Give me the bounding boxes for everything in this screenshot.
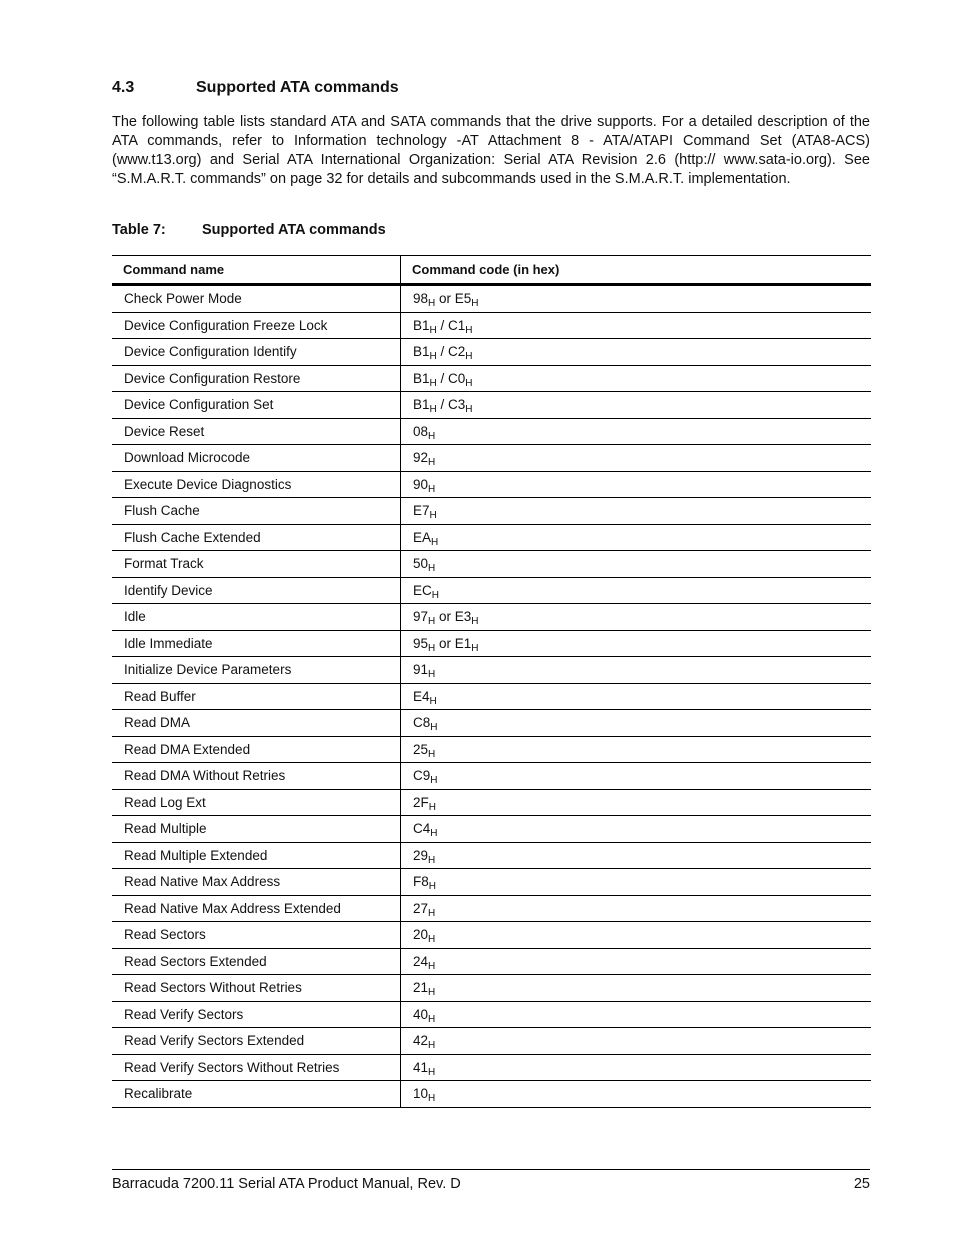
table-row	[112, 710, 871, 737]
code-value: 24	[413, 953, 429, 969]
code-value: 42	[413, 1033, 429, 1049]
command-code-cell	[401, 869, 872, 896]
section-title: Supported ATA commands	[196, 79, 399, 96]
hex-suffix: H	[428, 669, 436, 681]
table-row	[112, 736, 871, 763]
code-separator: /	[436, 344, 449, 360]
hex-suffix: H	[428, 483, 436, 495]
command-name-cell: Read Native Max Address	[112, 869, 401, 896]
section-number: 4.3	[112, 79, 135, 96]
command-code-cell	[401, 445, 872, 472]
table-row	[112, 365, 871, 392]
table-row	[112, 975, 871, 1002]
command-name-cell: Device Configuration Freeze Lock	[112, 312, 401, 339]
command-code-cell	[401, 524, 872, 551]
code-separator: /	[436, 317, 449, 333]
code-value: 95	[413, 635, 429, 651]
code-value: E5	[454, 291, 472, 307]
command-name-cell: Execute Device Diagnostics	[112, 471, 401, 498]
hex-suffix: H	[431, 589, 439, 601]
table-caption-number: Table 7:	[112, 222, 166, 238]
header-command-name: Command name	[112, 256, 401, 285]
command-code-cell	[401, 842, 872, 869]
code-value: EC	[413, 582, 432, 598]
hex-suffix: H	[428, 298, 436, 310]
table-row	[112, 1001, 871, 1028]
code-value: C8	[413, 715, 431, 731]
code-value: 08	[413, 423, 429, 439]
hex-suffix: H	[428, 430, 436, 442]
hex-suffix: H	[431, 536, 439, 548]
table-row	[112, 1054, 871, 1081]
table-row	[112, 312, 871, 339]
code-value: 2F	[413, 794, 429, 810]
command-code-cell	[401, 1001, 872, 1028]
hex-suffix: H	[428, 987, 436, 999]
hex-suffix: H	[428, 748, 436, 760]
command-code-cell	[401, 418, 872, 445]
hex-suffix: H	[465, 404, 473, 416]
code-value: F8	[413, 874, 429, 890]
table-body	[112, 285, 871, 1108]
table-row	[112, 948, 871, 975]
command-name-cell: Device Configuration Identify	[112, 339, 401, 366]
code-value: 41	[413, 1059, 429, 1075]
table-row	[112, 922, 871, 949]
command-name-cell: Read Verify Sectors Extended	[112, 1028, 401, 1055]
intro-paragraph: The following table lists standard ATA and SATA commands that the drive supports. For a detailed description of the ATA commands, refer to Information technology -AT Attachment 8 - ATA/ATAPI Command Set (ATA8-ACS) (www.t13.org) and Serial ATA International Organization: Serial ATA Revision 2.6 (http:// www.sata-io.org). See “S.M.A.R.T. commands” on page 32 for details and subcommands used in the S.M.A.R.T. implementation.	[112, 114, 870, 187]
command-name-cell: Flush Cache Extended	[112, 524, 401, 551]
table-row	[112, 498, 871, 525]
table-row	[112, 683, 871, 710]
code-value: 40	[413, 1006, 429, 1022]
code-separator: or	[435, 291, 455, 307]
code-value: 90	[413, 476, 429, 492]
hex-suffix: H	[465, 324, 473, 336]
command-code-cell	[401, 683, 872, 710]
code-value: 27	[413, 900, 429, 916]
command-code-cell	[401, 710, 872, 737]
code-value: B1	[413, 397, 430, 413]
table-row	[112, 842, 871, 869]
code-value: 97	[413, 609, 429, 625]
command-name-cell: Download Microcode	[112, 445, 401, 472]
code-value: 92	[413, 450, 429, 466]
hex-suffix: H	[428, 1093, 436, 1105]
table-row	[112, 577, 871, 604]
hex-suffix: H	[465, 351, 473, 363]
hex-suffix: H	[428, 960, 436, 972]
hex-suffix: H	[428, 457, 436, 469]
code-separator: /	[436, 370, 449, 386]
ata-commands-table	[112, 255, 871, 1108]
hex-suffix: H	[428, 642, 436, 654]
table-row	[112, 471, 871, 498]
hex-suffix: H	[429, 324, 437, 336]
table-row	[112, 1081, 871, 1108]
command-code-cell	[401, 312, 872, 339]
code-value: 50	[413, 556, 429, 572]
hex-suffix: H	[429, 377, 437, 389]
command-name-cell: Initialize Device Parameters	[112, 657, 401, 684]
command-code-cell	[401, 551, 872, 578]
command-name-cell: Read Native Max Address Extended	[112, 895, 401, 922]
command-code-cell	[401, 471, 872, 498]
command-name-cell: Read Multiple Extended	[112, 842, 401, 869]
hex-suffix: H	[428, 854, 436, 866]
table-row	[112, 524, 871, 551]
hex-suffix: H	[428, 801, 436, 813]
table-row	[112, 285, 871, 313]
command-code-cell	[401, 948, 872, 975]
hex-suffix: H	[428, 616, 436, 628]
command-name-cell: Read Sectors Without Retries	[112, 975, 401, 1002]
code-value: 21	[413, 980, 429, 996]
code-value: C3	[448, 397, 466, 413]
command-code-cell	[401, 975, 872, 1002]
command-code-cell	[401, 922, 872, 949]
command-code-cell	[401, 498, 872, 525]
code-separator: /	[436, 397, 449, 413]
command-code-cell	[401, 604, 872, 631]
table-row	[112, 895, 871, 922]
command-code-cell	[401, 1028, 872, 1055]
command-name-cell: Read DMA Without Retries	[112, 763, 401, 790]
command-name-cell: Read DMA Extended	[112, 736, 401, 763]
command-name-cell: Device Reset	[112, 418, 401, 445]
command-code-cell	[401, 577, 872, 604]
command-code-cell	[401, 365, 872, 392]
command-code-cell	[401, 657, 872, 684]
table-row	[112, 392, 871, 419]
command-name-cell: Read DMA	[112, 710, 401, 737]
code-value: 91	[413, 662, 429, 678]
command-name-cell: Device Configuration Restore	[112, 365, 401, 392]
command-code-cell	[401, 736, 872, 763]
command-name-cell: Format Track	[112, 551, 401, 578]
table-caption-title: Supported ATA commands	[202, 222, 386, 238]
code-value: C2	[448, 344, 466, 360]
code-value: E7	[413, 503, 430, 519]
command-name-cell: Device Configuration Set	[112, 392, 401, 419]
command-code-cell	[401, 630, 872, 657]
hex-suffix: H	[430, 722, 438, 734]
hex-suffix: H	[429, 695, 437, 707]
page-number: 25	[853, 1176, 870, 1192]
command-name-cell: Read Multiple	[112, 816, 401, 843]
code-value: C0	[448, 370, 466, 386]
footer-divider	[112, 1169, 870, 1170]
table-row	[112, 789, 871, 816]
hex-suffix: H	[428, 881, 436, 893]
command-code-cell	[401, 763, 872, 790]
command-code-cell	[401, 285, 872, 313]
code-value: EA	[413, 529, 432, 545]
table-row	[112, 869, 871, 896]
section-heading	[112, 79, 399, 97]
table-row	[112, 816, 871, 843]
command-name-cell: Flush Cache	[112, 498, 401, 525]
hex-suffix: H	[471, 298, 479, 310]
command-name-cell: Idle	[112, 604, 401, 631]
header-command-code: Command code (in hex)	[401, 256, 872, 285]
command-code-cell	[401, 392, 872, 419]
code-value: 98	[413, 291, 429, 307]
command-name-cell: Read Buffer	[112, 683, 401, 710]
hex-suffix: H	[428, 1040, 436, 1052]
table-row	[112, 551, 871, 578]
command-name-cell: Idle Immediate	[112, 630, 401, 657]
command-name-cell: Read Sectors	[112, 922, 401, 949]
command-name-cell: Read Verify Sectors	[112, 1001, 401, 1028]
code-separator: or	[435, 609, 455, 625]
hex-suffix: H	[429, 510, 437, 522]
footer-title: Barracuda 7200.11 Serial ATA Product Manual, Rev. D	[112, 1176, 461, 1192]
code-value: B1	[413, 370, 430, 386]
hex-suffix: H	[430, 828, 438, 840]
command-name-cell: Read Verify Sectors Without Retries	[112, 1054, 401, 1081]
hex-suffix: H	[465, 377, 473, 389]
code-value: C9	[413, 768, 431, 784]
table-row	[112, 418, 871, 445]
code-value: 20	[413, 927, 429, 943]
hex-suffix: H	[428, 1066, 436, 1078]
code-value: 10	[413, 1086, 429, 1102]
command-name-cell: Recalibrate	[112, 1081, 401, 1108]
table-row	[112, 604, 871, 631]
hex-suffix: H	[471, 616, 479, 628]
code-value: 25	[413, 741, 429, 757]
code-separator: or	[435, 635, 455, 651]
table-row	[112, 657, 871, 684]
hex-suffix: H	[428, 934, 436, 946]
code-value: C4	[413, 821, 431, 837]
hex-suffix: H	[430, 775, 438, 787]
command-code-cell	[401, 1081, 872, 1108]
table-header-row	[112, 256, 871, 285]
command-name-cell: Check Power Mode	[112, 285, 401, 313]
table-caption	[112, 222, 386, 238]
command-code-cell	[401, 895, 872, 922]
command-name-cell: Read Log Ext	[112, 789, 401, 816]
table-row	[112, 339, 871, 366]
table-row	[112, 1028, 871, 1055]
hex-suffix: H	[429, 404, 437, 416]
code-value: C1	[448, 317, 466, 333]
hex-suffix: H	[428, 1013, 436, 1025]
code-value: E4	[413, 688, 430, 704]
table-row	[112, 445, 871, 472]
code-value: E1	[454, 635, 472, 651]
code-value: B1	[413, 344, 430, 360]
hex-suffix: H	[429, 351, 437, 363]
command-name-cell: Identify Device	[112, 577, 401, 604]
command-code-cell	[401, 1054, 872, 1081]
table-row	[112, 763, 871, 790]
command-code-cell	[401, 816, 872, 843]
table-row	[112, 630, 871, 657]
command-code-cell	[401, 789, 872, 816]
code-value: E3	[454, 609, 472, 625]
hex-suffix: H	[428, 563, 436, 575]
command-name-cell: Read Sectors Extended	[112, 948, 401, 975]
hex-suffix: H	[471, 642, 479, 654]
code-value: 29	[413, 847, 429, 863]
command-code-cell	[401, 339, 872, 366]
code-value: B1	[413, 317, 430, 333]
hex-suffix: H	[428, 907, 436, 919]
